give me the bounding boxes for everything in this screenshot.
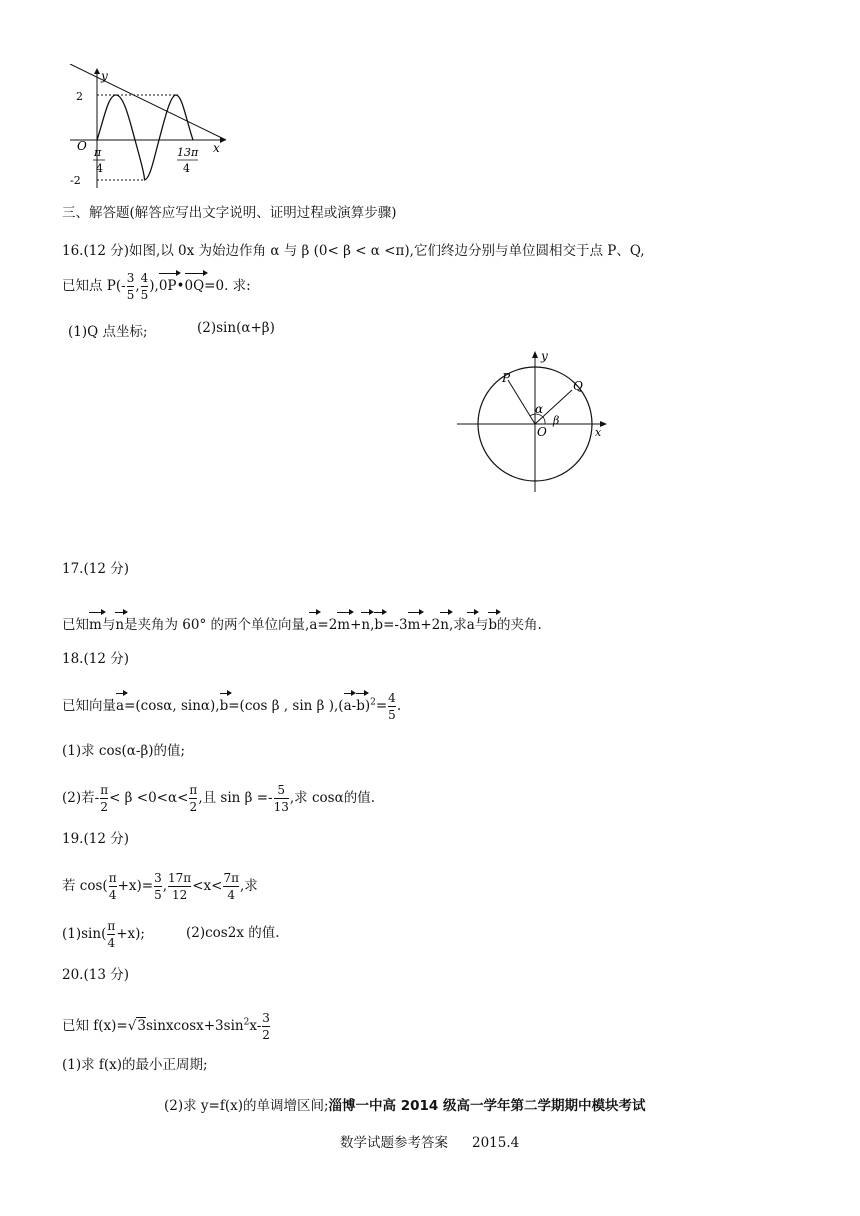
vector-a: a (309, 610, 317, 634)
vector-oq: 0Q (185, 271, 205, 295)
q18-sub1: (1)求 cos(α-β)的值; (62, 743, 186, 759)
unit-circle-figure (455, 346, 615, 496)
vector-n: n (115, 610, 124, 634)
q20-title: 20.(13 分) (62, 967, 129, 983)
point-p-label: P (502, 371, 511, 385)
alpha-label: α (535, 402, 544, 416)
q17-title: 17.(12 分) (62, 561, 129, 577)
q18-body: 已知向量a=(cosα, sinα),b=(cos β , sin β )$,(a-b)^2=$ $\frac{4}{5}$ . (62, 691, 402, 722)
graph-x-label: x (213, 141, 220, 155)
q20-sub2: (2)求 y=f(x)的单调增区间; (164, 1098, 329, 1114)
q20-sub1: (1)求 f(x)的最小正周期; (62, 1057, 208, 1073)
q19-body: 若 cos( $\frac{\pi}{4}$ +x)= $\frac{3}{5}$ , $\frac{17\pi}{12}$ <x< $\frac{7\pi}{4}$ ,求 (62, 871, 258, 902)
vector-m: m (89, 610, 102, 634)
q18-sub2: (2)若- $\frac{\pi}{2}$ < β <0<α< $\frac{\pi}{2}$ ,且 sin β =- $\frac{5}{13}$ ,求 cosα的值. (62, 783, 375, 814)
answer-header: 数学试题参考答案 2015.4 (340, 1135, 520, 1151)
circle-x-label: x (595, 426, 602, 439)
q17-body: 已知m与n是夹角为 60° 的两个单位向量,a=2m+n,b=-3m+2n,求a与b的夹角. (62, 610, 542, 634)
graph-origin: O (77, 139, 87, 153)
q16-frac-3-5: $\frac{3}{5}$ (126, 271, 135, 302)
q16-line2: 已知点 P(- $\frac{3}{5}$ , $\frac{4}{5}$ ),0P•0Q=0. 求: (62, 271, 251, 302)
q20-body: 已知 $f(x)=√3sinxcosx+3\sin^2x-$ $\frac{3}{2}$ (62, 1011, 270, 1042)
graph-y-label: y (101, 69, 108, 83)
section-heading: 三、解答题(解答应写出文字说明、证明过程或演算步骤) (62, 205, 397, 221)
q20-sub2-line (164, 1094, 646, 1114)
graph-x-left-den: 4 (96, 162, 103, 175)
vector-b: b (374, 610, 383, 634)
graph-y-min: -2 (70, 174, 81, 187)
graph-x-left-num: π (94, 146, 102, 159)
q16-line1: 16.(12 分)如图,以 0x 为始边作角 α 与 β (0< β < α <π),它们终边分别与单位圆相交于点 P、Q, (62, 243, 645, 259)
circle-origin-label: O (537, 425, 547, 439)
graph-x-right-num: 13π (177, 146, 199, 159)
q16-frac-4-5: $\frac{4}{5}$ (140, 271, 149, 302)
graph-x-right-den: 4 (183, 162, 190, 175)
circle-y-label: y (541, 349, 548, 363)
sine-graph (60, 64, 230, 192)
q16-sub2: (2)sin(α+β) (197, 320, 275, 336)
vector-op: 0P (159, 271, 177, 295)
point-q-label: Q (573, 379, 583, 393)
q19-title: 19.(12 分) (62, 831, 129, 847)
q16-sub1: (1)Q 点坐标; (68, 324, 148, 340)
q18-title: 18.(12 分) (62, 651, 129, 667)
graph-y-max: 2 (76, 90, 83, 103)
beta-label: β (553, 414, 560, 427)
answer-exam-title: 淄博一中高 2014 级高一学年第二学期期中模块考试 (328, 1098, 646, 1114)
q19-sub2: (2)cos2x 的值. (186, 925, 280, 941)
q19-sub1: (1)sin( $\frac{\pi}{4}$ +x); (62, 919, 145, 950)
